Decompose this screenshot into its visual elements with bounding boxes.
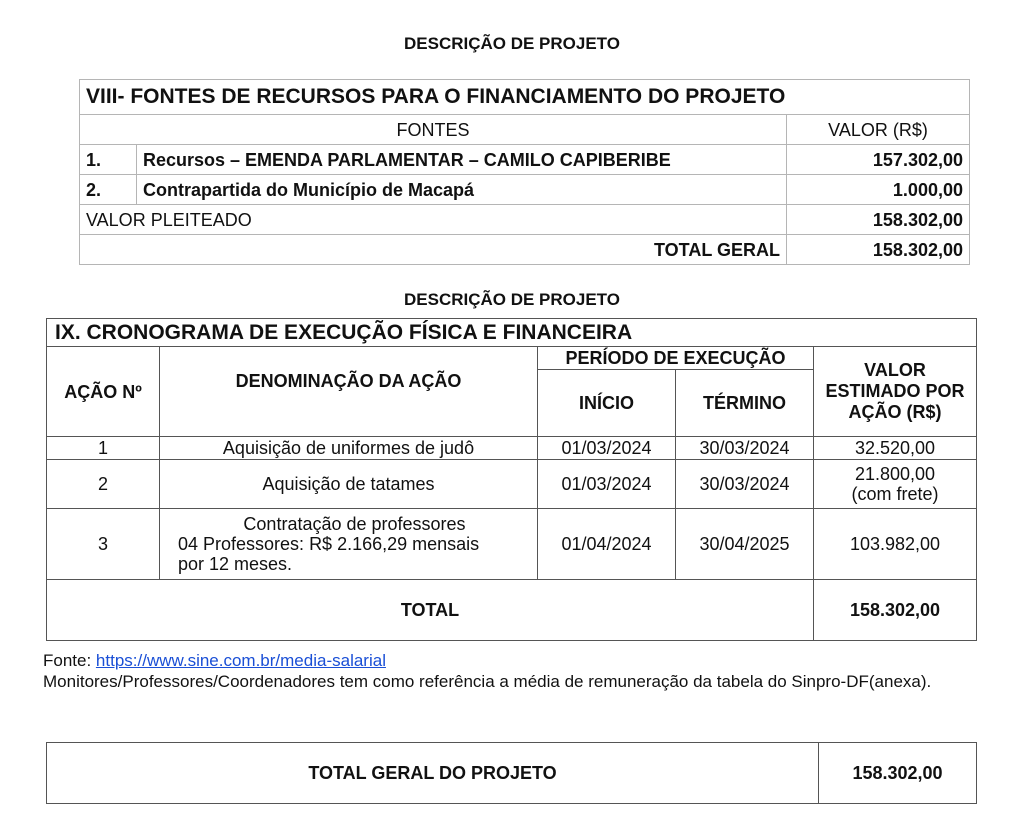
row-inicio: 01/03/2024 [538, 460, 676, 509]
row-number: 3 [47, 509, 160, 580]
column-header-termino: TÉRMINO [676, 370, 814, 437]
fonte-label: Fonte: [43, 651, 96, 670]
grand-total-table [46, 742, 977, 804]
page-heading: DESCRIÇÃO DE PROJETO [403, 34, 620, 53]
row-value: 103.982,00 [814, 509, 977, 580]
notes-text: Monitores/Professores/Coordenadores tem como referência a média de remuneração da tabela do Sinpro-DF(anexa). [43, 672, 932, 691]
column-header-acao: AÇÃO Nº [47, 347, 160, 437]
row-value: 1.000,00 [787, 175, 970, 205]
pleiteado-value: 158.302,00 [787, 205, 970, 235]
section-title: VIII- FONTES DE RECURSOS PARA O FINANCIAMENTO DO PROJETO [80, 80, 970, 115]
row-termino: 30/04/2025 [676, 509, 814, 580]
row-description-line: Contratação de professores [243, 514, 466, 534]
row-description: Recursos – EMENDA PARLAMENTAR – CAMILO CAPIBERIBE [137, 145, 787, 175]
row-description: Aquisição de uniformes de judô [160, 437, 538, 460]
row-number: 1. [80, 145, 137, 175]
table-row [47, 437, 977, 460]
row-value: 32.520,00 [814, 437, 977, 460]
schedule-table [46, 318, 977, 641]
row-value: 157.302,00 [787, 145, 970, 175]
notes [43, 650, 983, 692]
column-header-fontes: FONTES [80, 115, 787, 145]
table-row [80, 175, 970, 205]
column-header-denominacao: DENOMINAÇÃO DA AÇÃO [160, 347, 538, 437]
total-geral-value: 158.302,00 [787, 235, 970, 265]
fonte-line [43, 650, 983, 671]
total-value: 158.302,00 [814, 580, 977, 641]
column-header-inicio: INÍCIO [538, 370, 676, 437]
column-header-valor: VALOR (R$) [787, 115, 970, 145]
total-label: TOTAL [47, 580, 814, 641]
row-number: 1 [47, 437, 160, 460]
column-header-valor: VALOR ESTIMADO POR AÇÃO (R$) [814, 347, 977, 437]
row-termino: 30/03/2024 [676, 460, 814, 509]
column-header-periodo: PERÍODO DE EXECUÇÃO [538, 347, 814, 370]
grand-total-value: 158.302,00 [819, 743, 977, 804]
row-inicio: 01/04/2024 [538, 509, 676, 580]
table-row [47, 460, 977, 509]
row-number: 2. [80, 175, 137, 205]
row-value-note: (com frete) [851, 484, 939, 504]
row-description-cell [160, 509, 538, 580]
table-row [80, 145, 970, 175]
row-value: 21.800,00 [854, 464, 936, 484]
grand-total-label: TOTAL GERAL DO PROJETO [47, 743, 819, 804]
row-termino: 30/03/2024 [676, 437, 814, 460]
row-inicio: 01/03/2024 [538, 437, 676, 460]
funding-sources-table [79, 79, 970, 265]
row-value-cell [814, 460, 977, 509]
fonte-link[interactable]: https://www.sine.com.br/media-salarial [95, 651, 386, 670]
row-description-line: por 12 meses. [178, 554, 293, 574]
row-description-line: 04 Professores: R$ 2.166,29 mensais [178, 534, 480, 554]
pleiteado-label: VALOR PLEITEADO [80, 205, 787, 235]
row-number: 2 [47, 460, 160, 509]
section-title: IX. CRONOGRAMA DE EXECUÇÃO FÍSICA E FINANCEIRA [47, 319, 977, 347]
total-geral-label: TOTAL GERAL [80, 235, 787, 265]
row-description: Contrapartida do Município de Macapá [137, 175, 787, 205]
section-heading: DESCRIÇÃO DE PROJETO [403, 290, 620, 309]
table-row [47, 509, 977, 580]
row-description: Aquisição de tatames [160, 460, 538, 509]
